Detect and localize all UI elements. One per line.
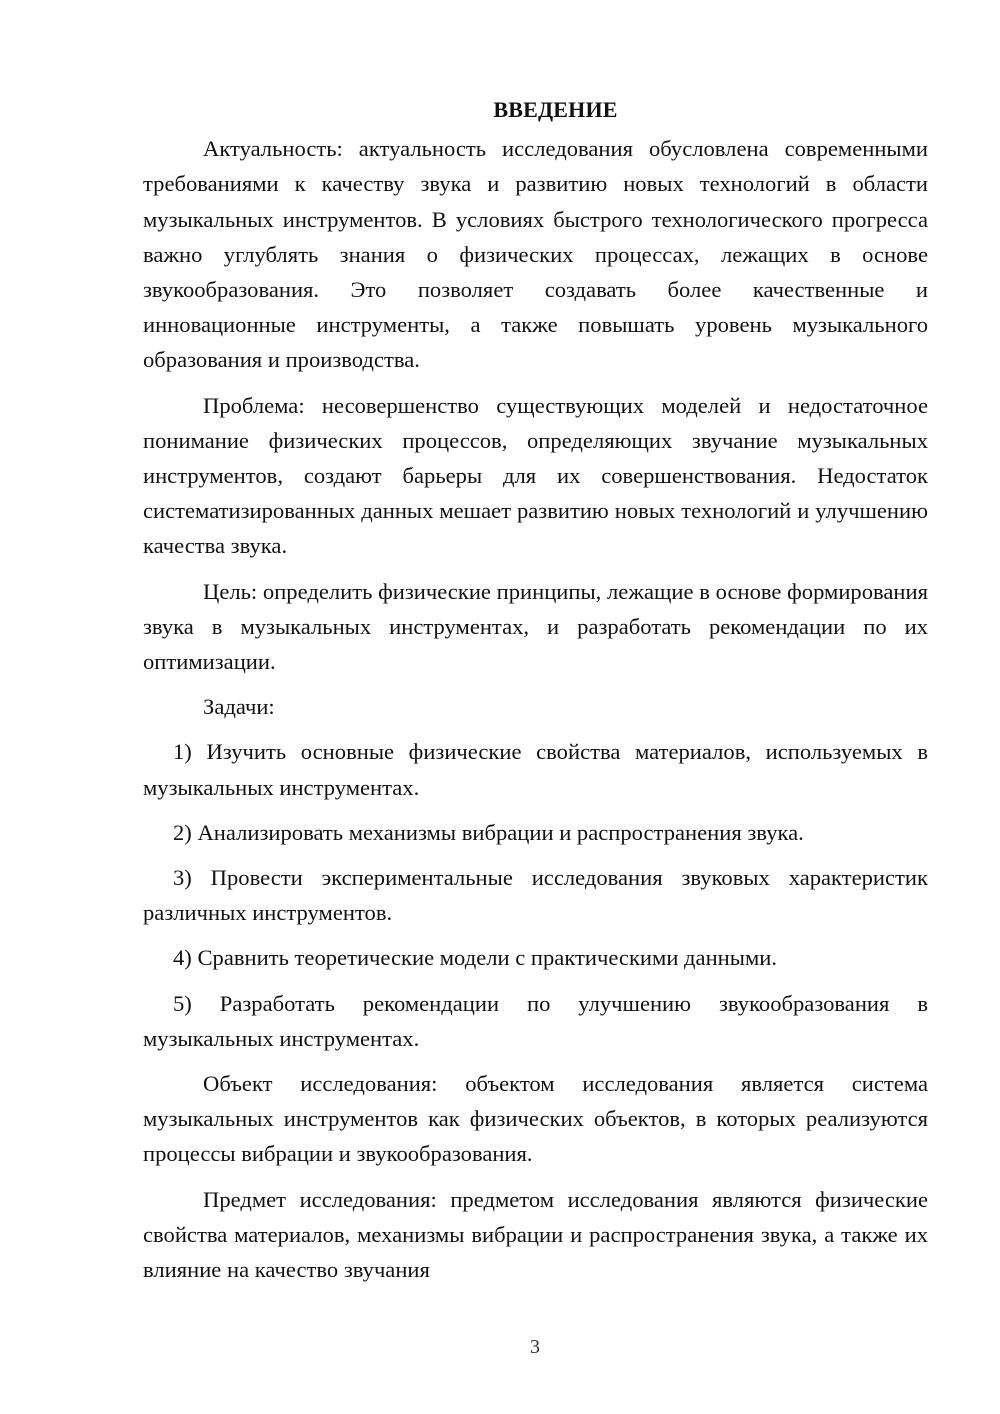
- task-item-3: 3) Провести экспериментальные исследования звуковых характеристик различных инструментов.: [143, 865, 928, 926]
- task-item-5: 5) Разработать рекомендации по улучшению звукообразования в музыкальных инструментах.: [143, 990, 928, 1051]
- paragraph-subject: Предмет исследования: предметом исследования являются физические свойства материалов, механизмы вибрации и распространения звука, а также их влияние на качество звучания: [143, 1186, 928, 1283]
- paragraph-relevance: Актуальность: актуальность исследования обусловлена современными требованиями к качеству звука и развитию новых технологий в области музыкальных инструментов. В условиях быстрого технологического прогресса важно углублять знания о физических процессах, лежащих в основе звукообразования. Это позволяет создавать более качественные и инновационные инструменты, а также повышать уровень музыкального образования и производства.: [143, 136, 928, 373]
- page-number: 3: [530, 1336, 540, 1358]
- paragraph-problem: Проблема: несовершенство существующих моделей и недостаточное понимание физических процессов, определяющих звучание музыкальных инструментов, создают барьеры для их совершенствования. Недостаток систематизированных данных мешает развитию новых технологий и улучшению качества звука.: [143, 392, 928, 559]
- document-body: [143, 92, 928, 1297]
- section-heading: ВВЕДЕНИЕ: [493, 97, 618, 122]
- paragraph-goal: Цель: определить физические принципы, лежащие в основе формирования звука в музыкальных инструментах, и разработать рекомендации по их оптимизации.: [143, 578, 928, 675]
- task-item-4: 4) Сравнить теоретические модели с практическими данными.: [173, 945, 777, 971]
- task-item-2: 2) Анализировать механизмы вибрации и распространения звука.: [173, 819, 804, 845]
- paragraph-object: Объект исследования: объектом исследования является система музыкальных инструментов как физических объектов, в которых реализуются процессы вибрации и звукообразования.: [143, 1071, 928, 1167]
- task-item-1: 1) Изучить основные физические свойства материалов, используемых в музыкальных инструментах.: [143, 739, 928, 800]
- tasks-label: Задачи:: [203, 694, 275, 720]
